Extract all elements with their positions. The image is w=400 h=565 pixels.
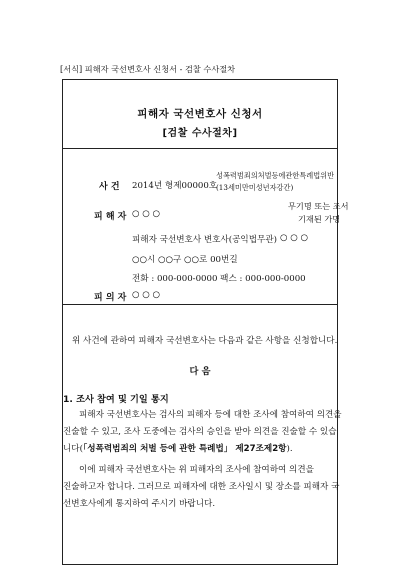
victim-side-note-1: 무기명 또는 조서	[288, 201, 349, 211]
form-label: [서식] 피해자 국선변호사 신청서 - 검찰 수사절차	[60, 64, 236, 74]
divider-top	[62, 148, 338, 149]
statute-reference: 「성폭력범죄의 처벌 등에 관한 특례법」 제27조제2항	[82, 444, 287, 454]
divider-bottom	[62, 304, 338, 305]
case-charge-line2: (13세미만미성년자강간)	[216, 183, 294, 192]
lawyer-name: ○ ○ ○	[280, 233, 308, 243]
victim-label: 피 해 자	[94, 212, 127, 222]
lawyer-phone: 전화 : 000-000-0000 팩스 : 000-000-0000	[132, 274, 306, 284]
section1-para2-line3: 선변호사에게 통지하여 주시기 바랍니다.	[63, 499, 216, 509]
document-title: 피해자 국선변호사 신청서	[137, 108, 263, 120]
section1-para1-line3	[63, 442, 293, 454]
victim-name: ○ ○ ○	[132, 209, 160, 219]
victim-side-note-2: 기재된 가명	[298, 214, 341, 224]
section1-para2-line2: 진술하고자 합니다. 그러므로 피해자에 대한 조사일시 및 장소를 피해자 국	[63, 482, 340, 492]
next-heading: 다 음	[189, 366, 211, 377]
intro-text: 위 사건에 관하여 피해자 국선변호사는 다음과 같은 사항을 신청합니다.	[72, 336, 338, 346]
section1-para1-line1: 피해자 국선변호사는 검사의 피해자 등에 대한 조사에 참여하여 의견을	[79, 410, 342, 420]
document-subtitle: [검찰 수사절차]	[162, 128, 238, 139]
section1-para2-line1: 이에 피해자 국선변호사는 위 피해자의 조사에 참여하여 의견을	[79, 465, 314, 475]
suspect-name: ○ ○ ○	[132, 290, 160, 300]
suspect-label: 피 의 자	[94, 293, 127, 303]
para1-line3-start: 니다(	[63, 444, 83, 454]
case-charge-line1: 성폭력범죄의처벌등에관한특례법위반	[216, 171, 335, 180]
case-label: 사 건	[99, 182, 120, 192]
section1-para1-line2: 진술할 수 있고, 조사 도중에는 검사의 승인을 받아 의견을 진술할 수 있습	[63, 427, 337, 437]
lawyer-label: 피해자 국선변호사 변호사(공익법무관)	[132, 235, 277, 245]
para1-line3-end: ).	[286, 444, 293, 454]
section1-heading: 1. 조사 참여 및 기일 통지	[63, 394, 169, 405]
case-number: 2014년 형제00000호	[132, 181, 218, 191]
form-frame	[62, 79, 349, 565]
lawyer-address: ○○시 ○○구 ○○로 00번길	[132, 255, 238, 265]
